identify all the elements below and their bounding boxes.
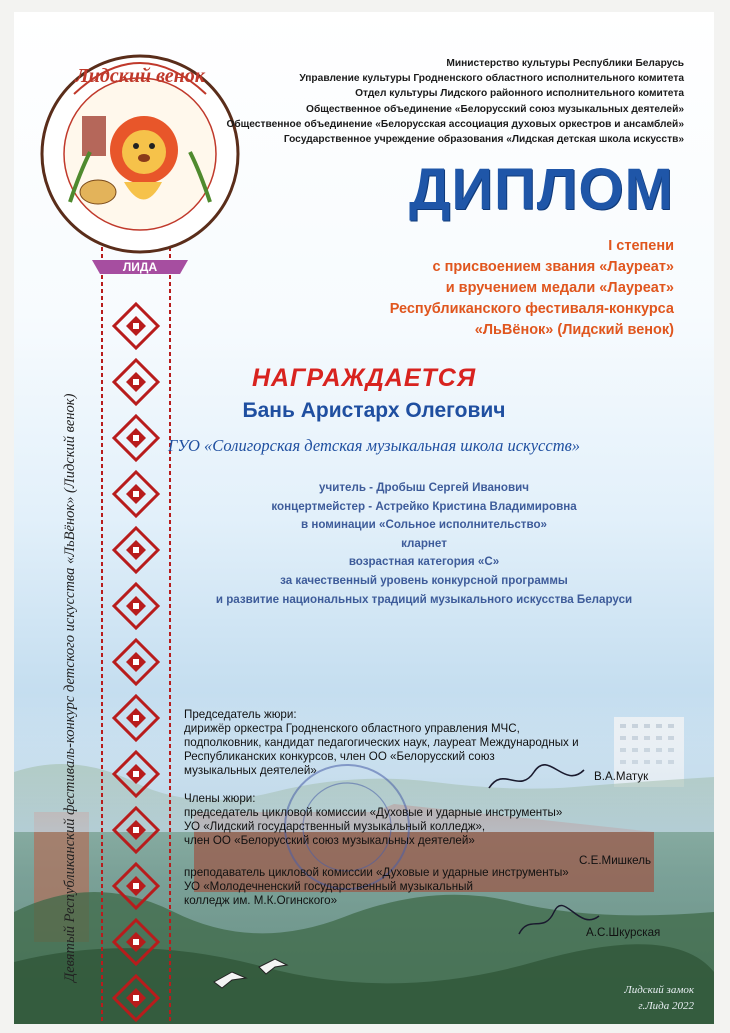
chair-signature-scribble [484,760,594,800]
jury-member-line: преподаватель цикловой комиссии «Духовые и ударные инструменты» [184,866,569,879]
vertical-caption: Девятый Республиканский фестиваль-конкурс детского искусства «ЛьВёнок» (Лидский венок) [62,393,78,982]
degree-line: с присвоением звания «Лауреат» [432,259,674,275]
jury-members-heading: Члены жюри: [184,792,256,805]
organizers-block [226,56,684,147]
member1-signature-name: С.Е.Мишкель [579,854,652,867]
jury-chair-line: подполковник, кандидат педагогических наук, лауреат Международных и [184,736,579,749]
organizer-line: Министерство культуры Республики Беларусь [446,58,684,69]
jury-member-line: член ОО «Белорусский союз музыкальных деятелей» [184,834,475,847]
organizer-line: Отдел культуры Лидского районного исполнительного комитета [355,88,684,100]
organizer-line: Государственное учреждение образования «Лидская детская школа искусств» [283,134,684,146]
organizer-line: Общественное объединение «Белорусская ассоциация духовых оркестров и ансамблей» [226,118,684,130]
castle-caption-line: г.Лида 2022 [638,1000,694,1012]
logo-title: Лидский венок [75,65,205,87]
jury-chair-heading: Председатель жюри: [184,708,297,721]
detail-line: и развитие национальных традиций музыкального искусства Беларуси [215,592,633,606]
jury-block [184,708,694,908]
degree-line: и вручением медали «Лауреат» [445,280,674,296]
castle-caption-line: Лидский замок [624,984,694,996]
detail-line: за качественный уровень конкурсной программы [280,573,568,587]
organizer-line: Общественное объединение «Белорусский союз музыкальных деятелей» [306,103,684,115]
awarded-heading: НАГРАЖДАЕТСЯ [251,364,477,392]
diploma-sheet [14,12,714,1024]
recipient-school: ГУО «Солигорская детская музыкальная школа искусств» [167,436,581,455]
award-details [14,479,714,609]
jury-member-line: УО «Лидский государственный музыкальный колледж», [184,820,486,833]
jury-chair-line: Республиканских конкурсов, член ОО «Белорусский союз [184,750,495,763]
castle-caption [624,982,694,1014]
detail-line: учитель - Дробыш Сергей Иванович [319,481,529,494]
detail-line: кларнет [401,536,447,550]
detail-line: концертмейстер - Астрейко Кристина Владимировна [271,499,577,513]
recipient-name: Бань Аристарх Олегович [242,399,506,422]
degree-line: Республиканского фестиваля-конкурса [389,301,674,317]
chair-signature-name: В.А.Матук [594,770,649,783]
jury-member-line: УО «Молодечненский государственный музыкальный [184,880,473,893]
jury-chair-line: музыкальных деятелей» [184,764,317,777]
degree-block [390,236,674,341]
member2-signature-name: А.С.Шкурская [586,926,661,939]
jury-member-line: колледж им. М.К.Огинского» [184,894,338,907]
degree-line: I степени [608,238,674,254]
diploma-title: ДИПЛОМ [409,157,674,222]
jury-chair-line: дирижёр оркестра Гродненского областного управления МЧС, [184,722,520,735]
organizer-line: Управление культуры Гродненского областного исполнительного комитета [299,73,684,85]
detail-line: в номинации «Сольное исполнительство» [300,518,547,532]
detail-line: возрастная категория «С» [348,555,500,569]
logo-city-label: ЛИДА [122,260,158,274]
jury-member-line: председатель цикловой комиссии «Духовые и ударные инструменты» [184,806,563,819]
degree-line: «ЛьВёнок» (Лидский венок) [474,322,674,338]
